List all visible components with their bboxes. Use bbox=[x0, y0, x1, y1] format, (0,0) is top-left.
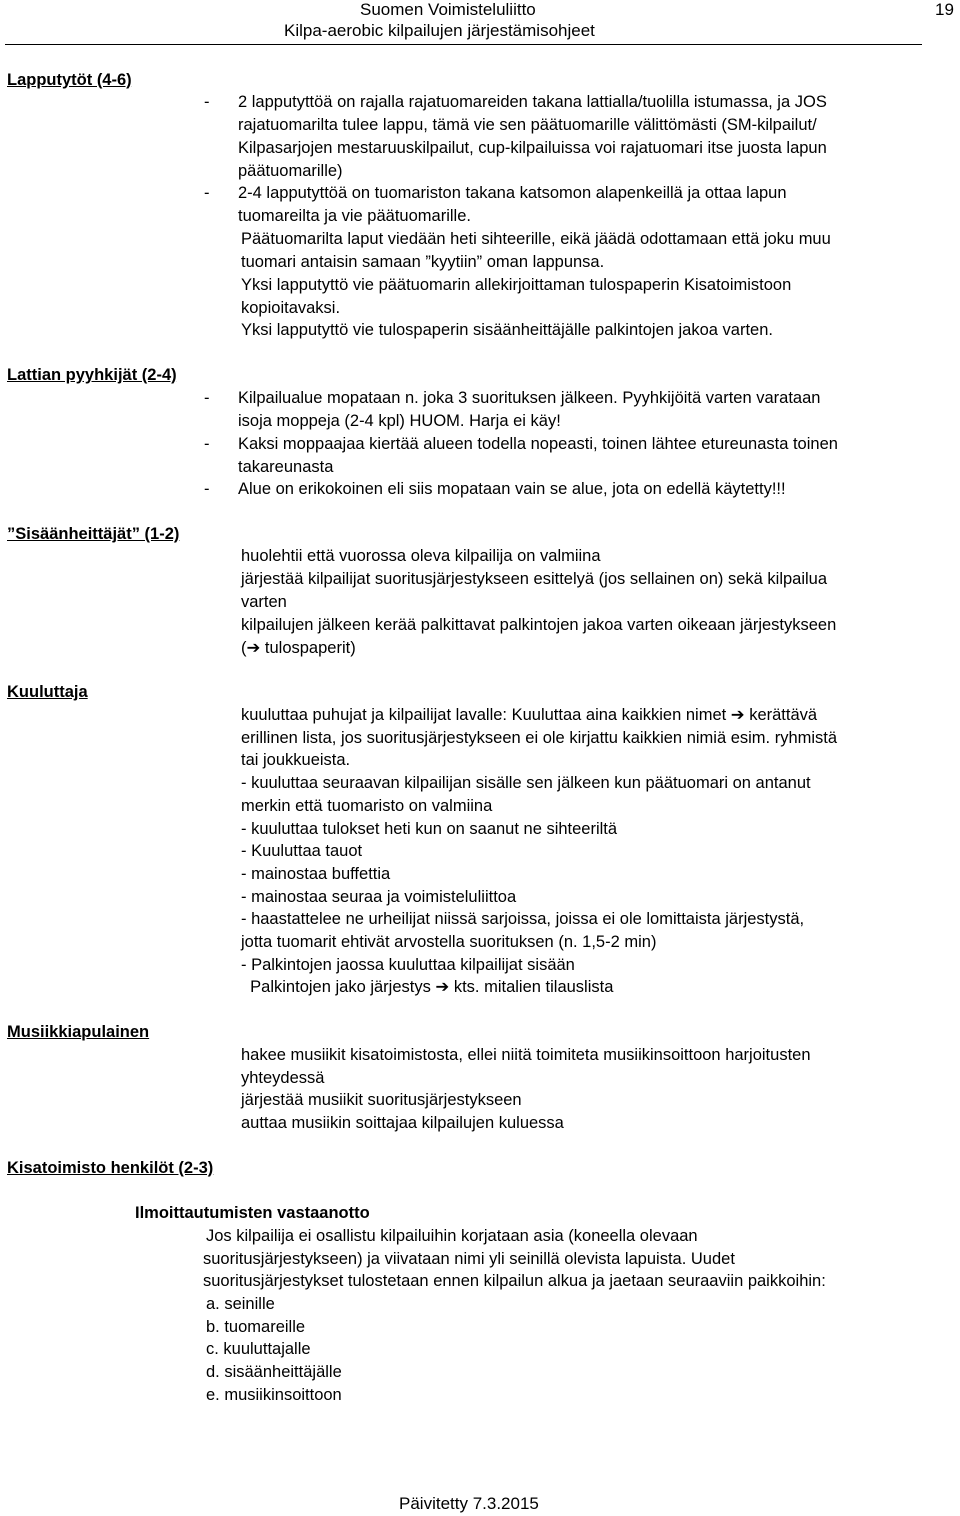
section-title-lattian: Lattian pyyhkijät (2-4) bbox=[7, 366, 177, 384]
page-number: 19 bbox=[935, 0, 954, 19]
body-line: (➔ tulospaperit) bbox=[241, 639, 356, 657]
list-item: e. musiikinsoittoon bbox=[206, 1386, 342, 1404]
body-line: Päätuomarilta laput viedään heti sihteerille, eikä jäädä odottamaan että joku muu bbox=[241, 230, 831, 248]
list-item: a. seinille bbox=[206, 1295, 275, 1313]
body-line: varten bbox=[241, 593, 287, 611]
body-line: suoritusjärjestykset tulostetaan ennen kilpailun alkua ja jaetaan seuraaviin paikkoihin: bbox=[203, 1272, 826, 1290]
section-title-lapputytot: Lapputytöt (4-6) bbox=[7, 71, 132, 89]
body-line: 2 lapputyttöä on rajalla rajatuomareiden takana lattialla/tuolilla istumassa, ja JOS bbox=[238, 93, 827, 111]
body-line: Yksi lapputyttö vie tulospaperin sisäänheittäjälle palkintojen jakoa varten. bbox=[241, 321, 773, 339]
section-title-kisatoimisto: Kisatoimisto henkilöt (2-3) bbox=[7, 1159, 214, 1177]
body-line: järjestää musiikit suoritusjärjestykseen bbox=[241, 1091, 522, 1109]
section-title-kuuluttaja: Kuuluttaja bbox=[7, 683, 88, 701]
list-item: d. sisäänheittäjälle bbox=[206, 1363, 342, 1381]
body-line: - mainostaa buffettia bbox=[241, 865, 391, 883]
body-line: kuuluttaa puhujat ja kilpailijat lavalle: Kuuluttaa aina kaikkien nimet ➔ kerättävä bbox=[241, 706, 818, 724]
bullet-mark: - bbox=[204, 480, 210, 498]
body-line: yhteydessä bbox=[241, 1069, 325, 1087]
body-line: merkin että tuomaristo on valmiina bbox=[241, 797, 493, 815]
body-line: 2-4 lapputyttöä on tuomariston takana katsomon alapenkeillä ja ottaa lapun bbox=[238, 184, 787, 202]
body-line: Kilpailualue mopataan n. joka 3 suorituksen jälkeen. Pyyhkijöitä varten varataan bbox=[238, 389, 821, 407]
header-rule bbox=[5, 44, 922, 45]
body-line: rajatuomarilta tulee lappu, tämä vie sen päätuomarille välittömästi (SM-kilpailut/ bbox=[238, 116, 817, 134]
bullet-mark: - bbox=[204, 389, 210, 407]
body-line: suoritusjärjestykseen) ja viivataan nimi yli seinillä olevista lapuista. Uudet bbox=[203, 1250, 735, 1268]
body-line: auttaa musiikin soittajaa kilpailujen kuluessa bbox=[241, 1114, 564, 1132]
body-line: Palkintojen jako järjestys ➔ kts. mitalien tilauslista bbox=[241, 978, 614, 996]
body-line: Alue on erikokoinen eli siis mopataan vain se alue, jota on edellä käytetty!!! bbox=[238, 480, 786, 498]
bullet-mark: - bbox=[204, 184, 210, 202]
body-line: päätuomarille) bbox=[238, 162, 343, 180]
body-line: takareunasta bbox=[238, 458, 334, 476]
bullet-mark: - bbox=[204, 435, 210, 453]
subsection-title-ilmoittautuminen: Ilmoittautumisten vastaanotto bbox=[135, 1204, 370, 1222]
list-item: b. tuomareille bbox=[206, 1318, 306, 1336]
body-line: Kaksi moppaajaa kiertää alueen todella nopeasti, toinen lähtee etureunasta toinen bbox=[238, 435, 838, 453]
body-line: huolehtii että vuorossa oleva kilpailija on valmiina bbox=[241, 547, 601, 565]
body-line: tai joukkueista. bbox=[241, 751, 351, 769]
body-line: tuomari antaisin samaan ”kyytiin” oman lappunsa. bbox=[241, 253, 605, 271]
body-line: - kuuluttaa tulokset heti kun on saanut ne sihteeriltä bbox=[241, 820, 618, 838]
body-line: hakee musiikit kisatoimistosta, ellei niitä toimiteta musiikinsoittoon harjoitusten bbox=[241, 1046, 811, 1064]
body-line: järjestää kilpailijat suoritusjärjestykseen esittelyä (jos sellainen on) sekä kilpailua bbox=[241, 570, 828, 588]
list-item: c. kuuluttajalle bbox=[206, 1340, 311, 1358]
body-line: Kilpasarjojen mestaruuskilpailut, cup-kilpailuissa voi rajatuomari itse juosta lapun bbox=[238, 139, 827, 157]
header-org: Suomen Voimisteluliitto bbox=[360, 0, 536, 19]
section-title-sisaan: ”Sisäänheittäjät” (1-2) bbox=[7, 525, 180, 543]
body-line: tuomareilta ja vie päätuomarille. bbox=[238, 207, 471, 225]
section-title-musiikki: Musiikkiapulainen bbox=[7, 1023, 150, 1041]
body-line: - mainostaa seuraa ja voimisteluliittoa bbox=[241, 888, 517, 906]
body-line: Jos kilpailija ei osallistu kilpailuihin korjataan asia (koneella olevaan bbox=[206, 1227, 698, 1245]
body-line: - kuuluttaa seuraavan kilpailijan sisälle sen jälkeen kun päätuomari on antanut bbox=[241, 774, 811, 792]
body-line: - Kuuluttaa tauot bbox=[241, 842, 363, 860]
body-line: Yksi lapputyttö vie päätuomarin allekirjoittaman tulospaperin Kisatoimistoon bbox=[241, 276, 792, 294]
header-subtitle: Kilpa-aerobic kilpailujen järjestämisohjeet bbox=[284, 21, 595, 40]
bullet-mark: - bbox=[204, 93, 210, 111]
body-line: jotta tuomarit ehtivät arvostella suorituksen (n. 1,5-2 min) bbox=[241, 933, 657, 951]
body-line: erillinen lista, jos suoritusjärjestykseen ei ole kirjattu kaikkien nimiä esim. ryhmistä bbox=[241, 729, 838, 747]
body-line: kilpailujen jälkeen kerää palkittavat palkintojen jakoa varten oikeaan järjestykseen bbox=[241, 616, 837, 634]
body-line: - haastattelee ne urheilijat niissä sarjoissa, joissa ei ole lomittaista järjestystä, bbox=[241, 910, 805, 928]
body-line: kopioitavaksi. bbox=[241, 299, 341, 317]
footer-updated: Päivitetty 7.3.2015 bbox=[399, 1494, 539, 1513]
body-line: - Palkintojen jaossa kuuluttaa kilpailijat sisään bbox=[241, 956, 575, 974]
body-line: isoja moppeja (2-4 kpl) HUOM. Harja ei käy! bbox=[238, 412, 561, 430]
